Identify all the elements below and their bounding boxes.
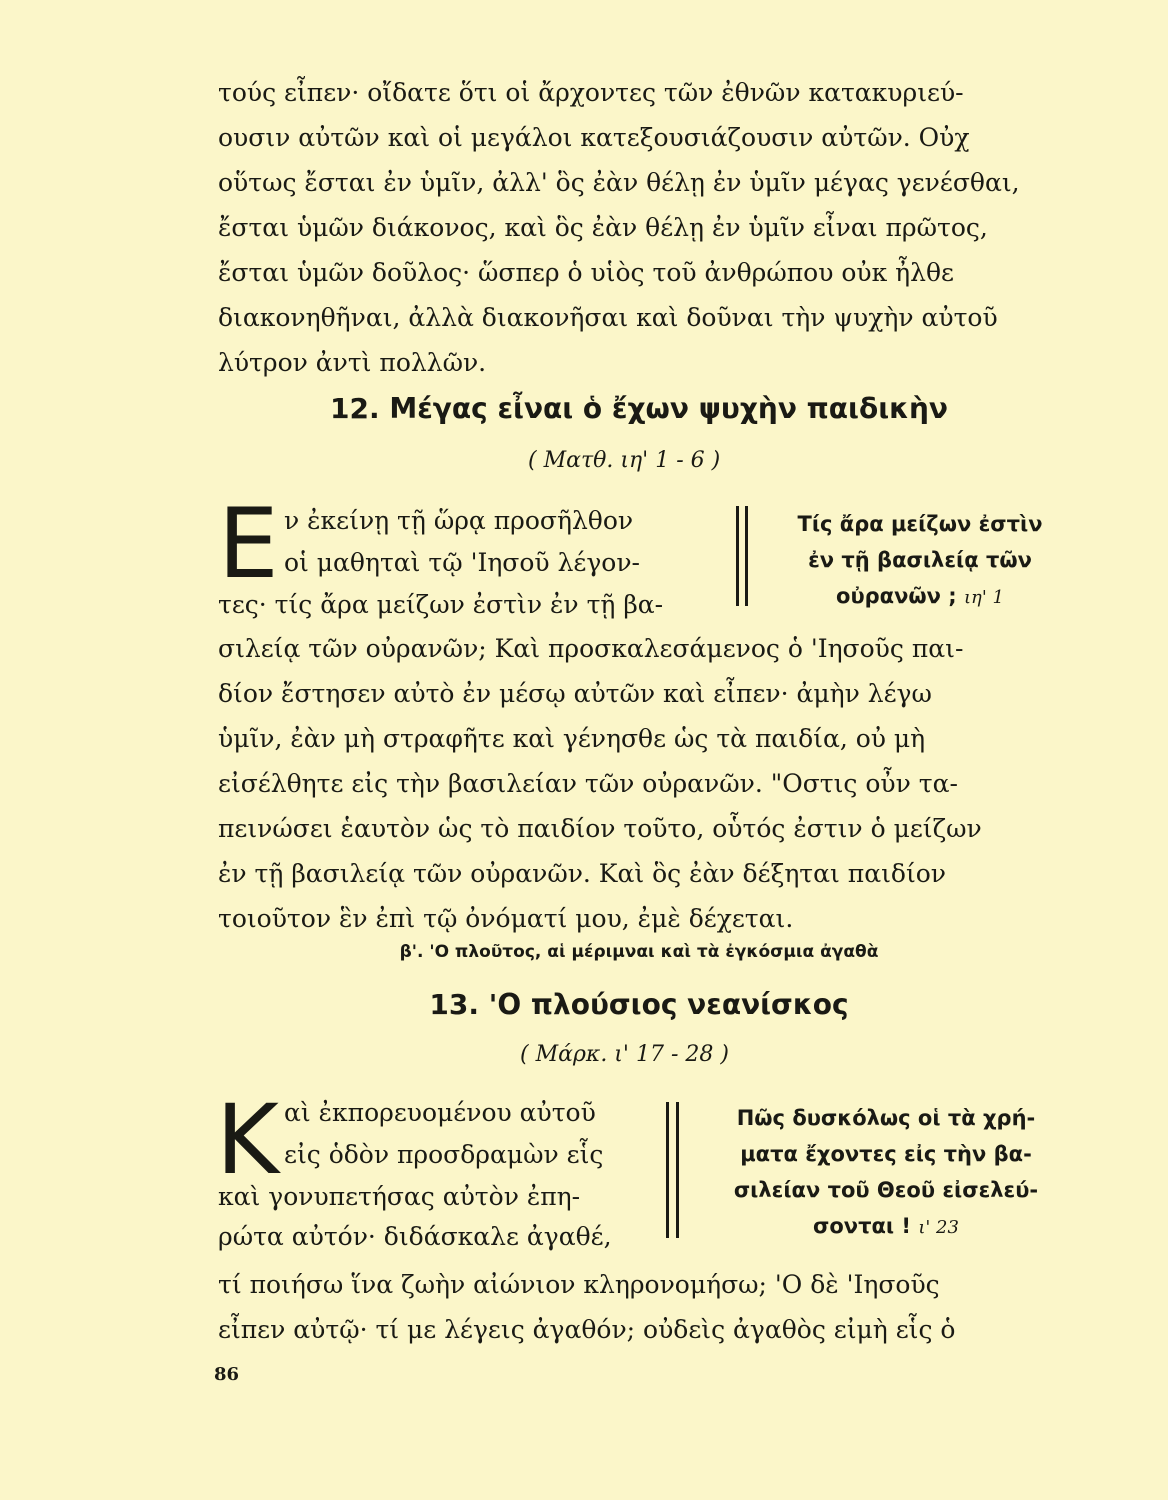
sidebar-note-13 [696,1100,1076,1246]
text-line: ἔσται ὑμῶν διάκονος, καὶ ὃς ἐὰν θέλῃ ἐν ὑμῖν εἶναι πρῶτος, [218,213,988,242]
section-13-title: 13. 'Ο πλούσιος νεανίσκος [429,988,849,1021]
drop-cap: Ε [218,488,279,600]
sidebar-line: Πῶς δυσκόλως οἱ τὰ χρή- [736,1106,1036,1130]
sidebar-reference: ιη' 1 [963,587,1004,608]
text-line: εἰς ὁδὸν προσδραμὼν εἷς [284,1140,604,1169]
text-line: σιλείᾳ τῶν οὐρανῶν; Καὶ προσκαλεσάμενος ὁ 'Ιησοῦς παι- [218,634,964,663]
drop-cap: Κ [216,1084,279,1196]
text-line: εἰσέλθητε εἰς τὴν βασιλείαν τῶν οὐρανῶν. "Οστις οὖν τα- [218,769,958,798]
text-line: πεινώσει ἑαυτὸν ὡς τὸ παιδίον τοῦτο, οὗτός ἐστιν ὁ μείζων [218,814,982,843]
sidebar-rule [736,506,739,606]
text-line: τοιοῦτον ἓν ἐπὶ τῷ ὀνόματί μου, ἐμὲ δέχεται. [218,904,794,933]
text-line: τί ποιήσω ἵνα ζωὴν αἰώνιον κληρονομήσω; 'Ο δὲ 'Ιησοῦς [218,1270,940,1299]
section-12-reference: ( Ματθ. ιη' 1 - 6 ) [528,448,721,473]
sidebar-rule [676,1102,679,1238]
section-12-title: 12. Μέγας εἶναι ὁ ἔχων ψυχὴν παιδικὴν [330,392,948,425]
subsection-title: β'. 'Ο πλοῦτος, αἱ μέριμναι καὶ τὰ ἐγκόσμια ἀγαθὰ [399,942,879,962]
sidebar-note-12 [770,506,1070,616]
sidebar-line: οὐρανῶν ; [836,584,957,608]
text-line: λύτρον ἀντὶ πολλῶν. [218,348,487,377]
text-line: ἔσται ὑμῶν δοῦλος· ὥσπερ ὁ υἱὸς τοῦ ἀνθρώπου οὐκ ἦλθε [218,258,954,287]
text-line: δίον ἔστησεν αὐτὸ ἐν μέσῳ αὐτῶν καὶ εἶπεν· ἀμὴν λέγω [218,679,932,708]
section-13-body [218,1262,1060,1352]
top-paragraph [218,70,1060,385]
section-12-body [218,626,1060,941]
sidebar-reference: ι' 23 [918,1217,959,1238]
sidebar-rule [666,1102,669,1238]
page-number: 86 [214,1364,240,1385]
text-line: οἱ μαθηταὶ τῷ 'Ιησοῦ λέγον- [284,548,641,577]
text-line: οὕτως ἔσται ἐν ὑμῖν, ἀλλ' ὃς ἐὰν θέλῃ ἐν ὑμῖν μέγας γενέσθαι, [218,168,1020,197]
sidebar-line: σιλείαν τοῦ Θεοῦ εἰσελεύ- [733,1178,1039,1202]
text-line: εἶπεν αὐτῷ· τί με λέγεις ἀγαθόν; οὐδεὶς ἀγαθὸς εἰμὴ εἷς ὁ [218,1315,956,1344]
text-line: ουσιν αὐτῶν καὶ οἱ μεγάλοι κατεξουσιάζουσιν αὐτῶν. Οὐχ [218,123,970,152]
text-line: τες· τίς ἄρα μείζων ἐστὶν ἐν τῇ βα- [218,590,664,619]
text-line: αὶ ἐκπορευομένου αὐτοῦ [284,1098,596,1127]
sidebar-line: σονται ! [813,1214,912,1238]
text-line: ν ἐκείνῃ τῇ ὥρᾳ προσῆλθον [284,506,634,535]
text-line: τούς εἶπεν· οἴδατε ὅτι οἱ ἄρχοντες τῶν ἐθνῶν κατακυριεύ- [218,78,964,107]
text-line: διακονηθῆναι, ἀλλὰ διακονῆσαι καὶ δοῦναι τὴν ψυχὴν αὐτοῦ [218,303,998,332]
text-line: ρώτα αὐτόν· διδάσκαλε ἀγαθέ, [218,1222,612,1251]
sidebar-line: ἐν τῇ βασιλείᾳ τῶν [808,548,1032,572]
sidebar-rule [745,506,748,606]
text-line: καὶ γονυπετήσας αὐτὸν ἐπη- [218,1182,581,1211]
section-13-reference: ( Μάρκ. ι' 17 - 28 ) [520,1042,729,1067]
text-line: ἐν τῇ βασιλείᾳ τῶν οὐρανῶν. Καὶ ὃς ἐὰν δέξηται παιδίον [218,859,946,888]
sidebar-line: Τίς ἄρα μείζων ἐστὶν [797,512,1043,536]
text-line: ὑμῖν, ἐὰν μὴ στραφῆτε καὶ γένησθε ὡς τὰ παιδία, οὐ μὴ [218,724,926,753]
sidebar-line: ματα ἔχοντες εἰς τὴν βα- [740,1142,1032,1166]
